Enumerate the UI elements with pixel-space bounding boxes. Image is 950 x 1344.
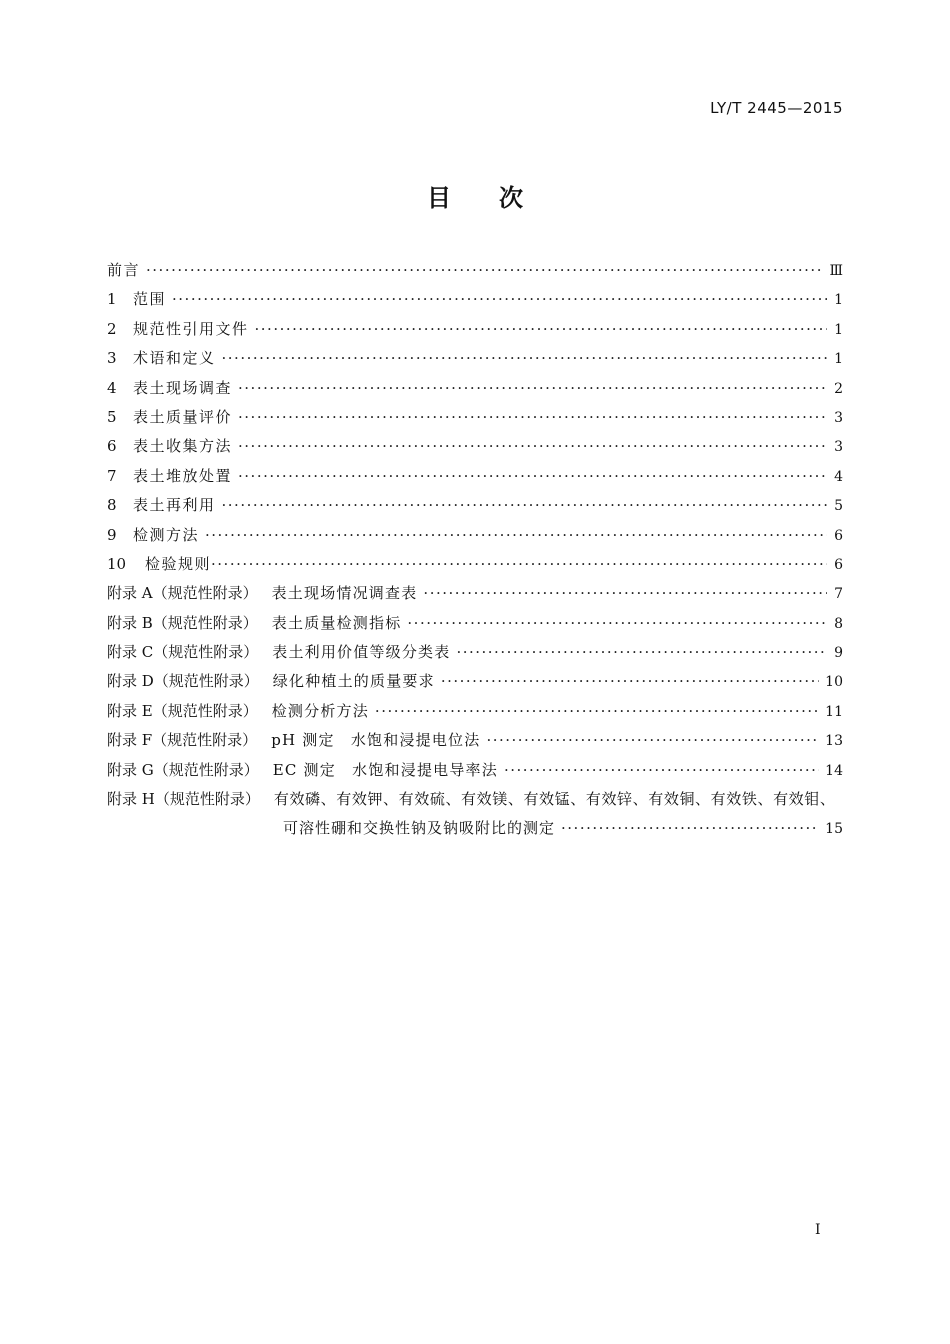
leader-dots	[238, 403, 827, 432]
toc-entry-foreword[interactable]	[107, 256, 843, 285]
leader-dots	[238, 374, 827, 403]
leader-dots	[441, 667, 819, 696]
annex-prefix: 附录 E（规范性附录）	[107, 701, 258, 720]
toc-entry-label: 检测分析方法	[271, 701, 369, 720]
leader-dots	[238, 432, 827, 461]
toc-entry-annex-d[interactable]	[107, 667, 843, 696]
toc-entry-label: 绿化种植土的质量要求	[272, 672, 435, 691]
chapter-number: 6	[107, 437, 117, 456]
leader-dots	[172, 285, 827, 314]
toc-entry-label: 表土质量检测指标	[271, 613, 402, 632]
toc-entry-chapter-3[interactable]	[107, 344, 843, 373]
chapter-number: 4	[107, 378, 117, 397]
toc-entry-page: 3	[834, 439, 843, 456]
annex-prefix: 附录 F（规范性附录）	[107, 731, 258, 750]
toc-entry-annex-g[interactable]	[107, 756, 843, 785]
table-of-contents	[107, 256, 843, 844]
toc-entry-page: 13	[825, 733, 843, 750]
toc-entry-label: 术语和定义	[133, 349, 216, 368]
toc-entry-page: 5	[834, 498, 843, 515]
leader-dots	[375, 697, 819, 726]
annex-prefix: 附录 D（规范性附录）	[107, 672, 259, 691]
toc-entry-label: 检验规则	[145, 554, 212, 573]
annex-prefix: 附录 A（规范性附录）	[107, 584, 258, 603]
toc-entry-page: 1	[834, 292, 843, 309]
toc-entry-page: 11	[825, 703, 843, 720]
toc-entry-page: 7	[834, 586, 843, 603]
chapter-number: 8	[107, 496, 117, 515]
toc-entry-label: 表土现场情况调查表	[271, 584, 418, 603]
toc-entry-chapter-10[interactable]	[107, 550, 843, 579]
toc-entry-label: EC 测定 水饱和浸提电导率法	[272, 760, 498, 779]
leader-dots	[486, 726, 819, 755]
toc-entry-label: 规范性引用文件	[133, 319, 249, 338]
toc-entry-label: 可溶性硼和交换性钠及钠吸附比的测定	[283, 819, 556, 838]
toc-entry-label: 检测方法	[133, 525, 200, 544]
leader-dots	[238, 462, 827, 491]
toc-entry-page: 8	[834, 615, 843, 632]
chapter-number: 9	[107, 525, 117, 544]
toc-entry-page: 15	[825, 821, 843, 838]
toc-entry-page: 9	[834, 645, 843, 662]
toc-entry-label: 范围	[133, 290, 167, 309]
chapter-number: 5	[107, 407, 117, 426]
chapter-number: 2	[107, 319, 117, 338]
chapter-number: 3	[107, 349, 117, 368]
annex-prefix: 附录 B（规范性附录）	[107, 613, 258, 632]
toc-title: 目次	[427, 184, 571, 212]
toc-entry-page: 6	[834, 527, 843, 544]
page-folio: I	[815, 1222, 821, 1238]
toc-entry-annex-c[interactable]	[107, 638, 843, 667]
toc-entry-annex-h-continued[interactable]	[107, 814, 843, 843]
toc-entry-page: 10	[825, 674, 843, 691]
toc-entry-label: 表土收集方法	[133, 437, 233, 456]
toc-entry-annex-b[interactable]	[107, 609, 843, 638]
annex-prefix: 附录 C（规范性附录）	[107, 643, 259, 662]
toc-entry-label: 有效磷、有效钾、有效硫、有效镁、有效锰、有效锌、有效铜、有效铁、有效钼、	[273, 790, 836, 809]
toc-entry-chapter-1[interactable]	[107, 285, 843, 314]
chapter-number: 1	[107, 290, 117, 309]
toc-entry-label: 表土堆放处置	[133, 466, 233, 485]
annex-prefix: 附录 G（规范性附录）	[107, 760, 259, 779]
toc-entry-annex-a[interactable]	[107, 579, 843, 608]
toc-entry-page: 3	[834, 409, 843, 426]
toc-entry-chapter-4[interactable]	[107, 374, 843, 403]
toc-entry-label: 前言	[107, 261, 141, 279]
leader-dots	[211, 550, 827, 579]
toc-entry-chapter-8[interactable]	[107, 491, 843, 520]
toc-entry-page: 2	[834, 380, 843, 397]
leader-dots	[222, 491, 827, 520]
toc-entry-chapter-2[interactable]	[107, 315, 843, 344]
chapter-number: 7	[107, 466, 117, 485]
toc-entry-chapter-5[interactable]	[107, 403, 843, 432]
leader-dots	[205, 521, 827, 550]
toc-entry-label: 表土现场调查	[133, 378, 233, 397]
toc-entry-annex-h[interactable]	[107, 785, 843, 814]
leader-dots	[423, 579, 827, 608]
toc-entry-page: 6	[834, 556, 843, 573]
toc-entry-label: 表土质量评价	[133, 407, 233, 426]
leader-dots	[255, 315, 827, 344]
leader-dots	[561, 814, 819, 843]
toc-entry-chapter-7[interactable]	[107, 462, 843, 491]
leader-dots	[222, 344, 827, 373]
toc-entry-page: 1	[834, 321, 843, 338]
toc-entry-page: 1	[834, 351, 843, 368]
leader-dots	[456, 638, 827, 667]
toc-entry-annex-f[interactable]	[107, 726, 843, 755]
annex-prefix: 附录 H（规范性附录）	[107, 790, 260, 809]
toc-entry-page: 4	[834, 468, 843, 485]
toc-entry-label: 表土利用价值等级分类表	[272, 643, 451, 662]
document-code: LY/T 2445—2015	[710, 99, 843, 117]
chapter-number: 10	[107, 554, 127, 573]
leader-dots	[504, 756, 819, 785]
toc-entry-label: 表土再利用	[133, 496, 216, 515]
toc-entry-page: 14	[825, 762, 843, 779]
toc-entry-chapter-6[interactable]	[107, 432, 843, 461]
toc-entry-page: Ⅲ	[829, 263, 843, 279]
leader-dots	[146, 256, 823, 285]
toc-entry-annex-e[interactable]	[107, 697, 843, 726]
leader-dots	[407, 609, 827, 638]
toc-entry-label: pH 测定 水饱和浸提电位法	[271, 731, 481, 750]
toc-entry-chapter-9[interactable]	[107, 521, 843, 550]
